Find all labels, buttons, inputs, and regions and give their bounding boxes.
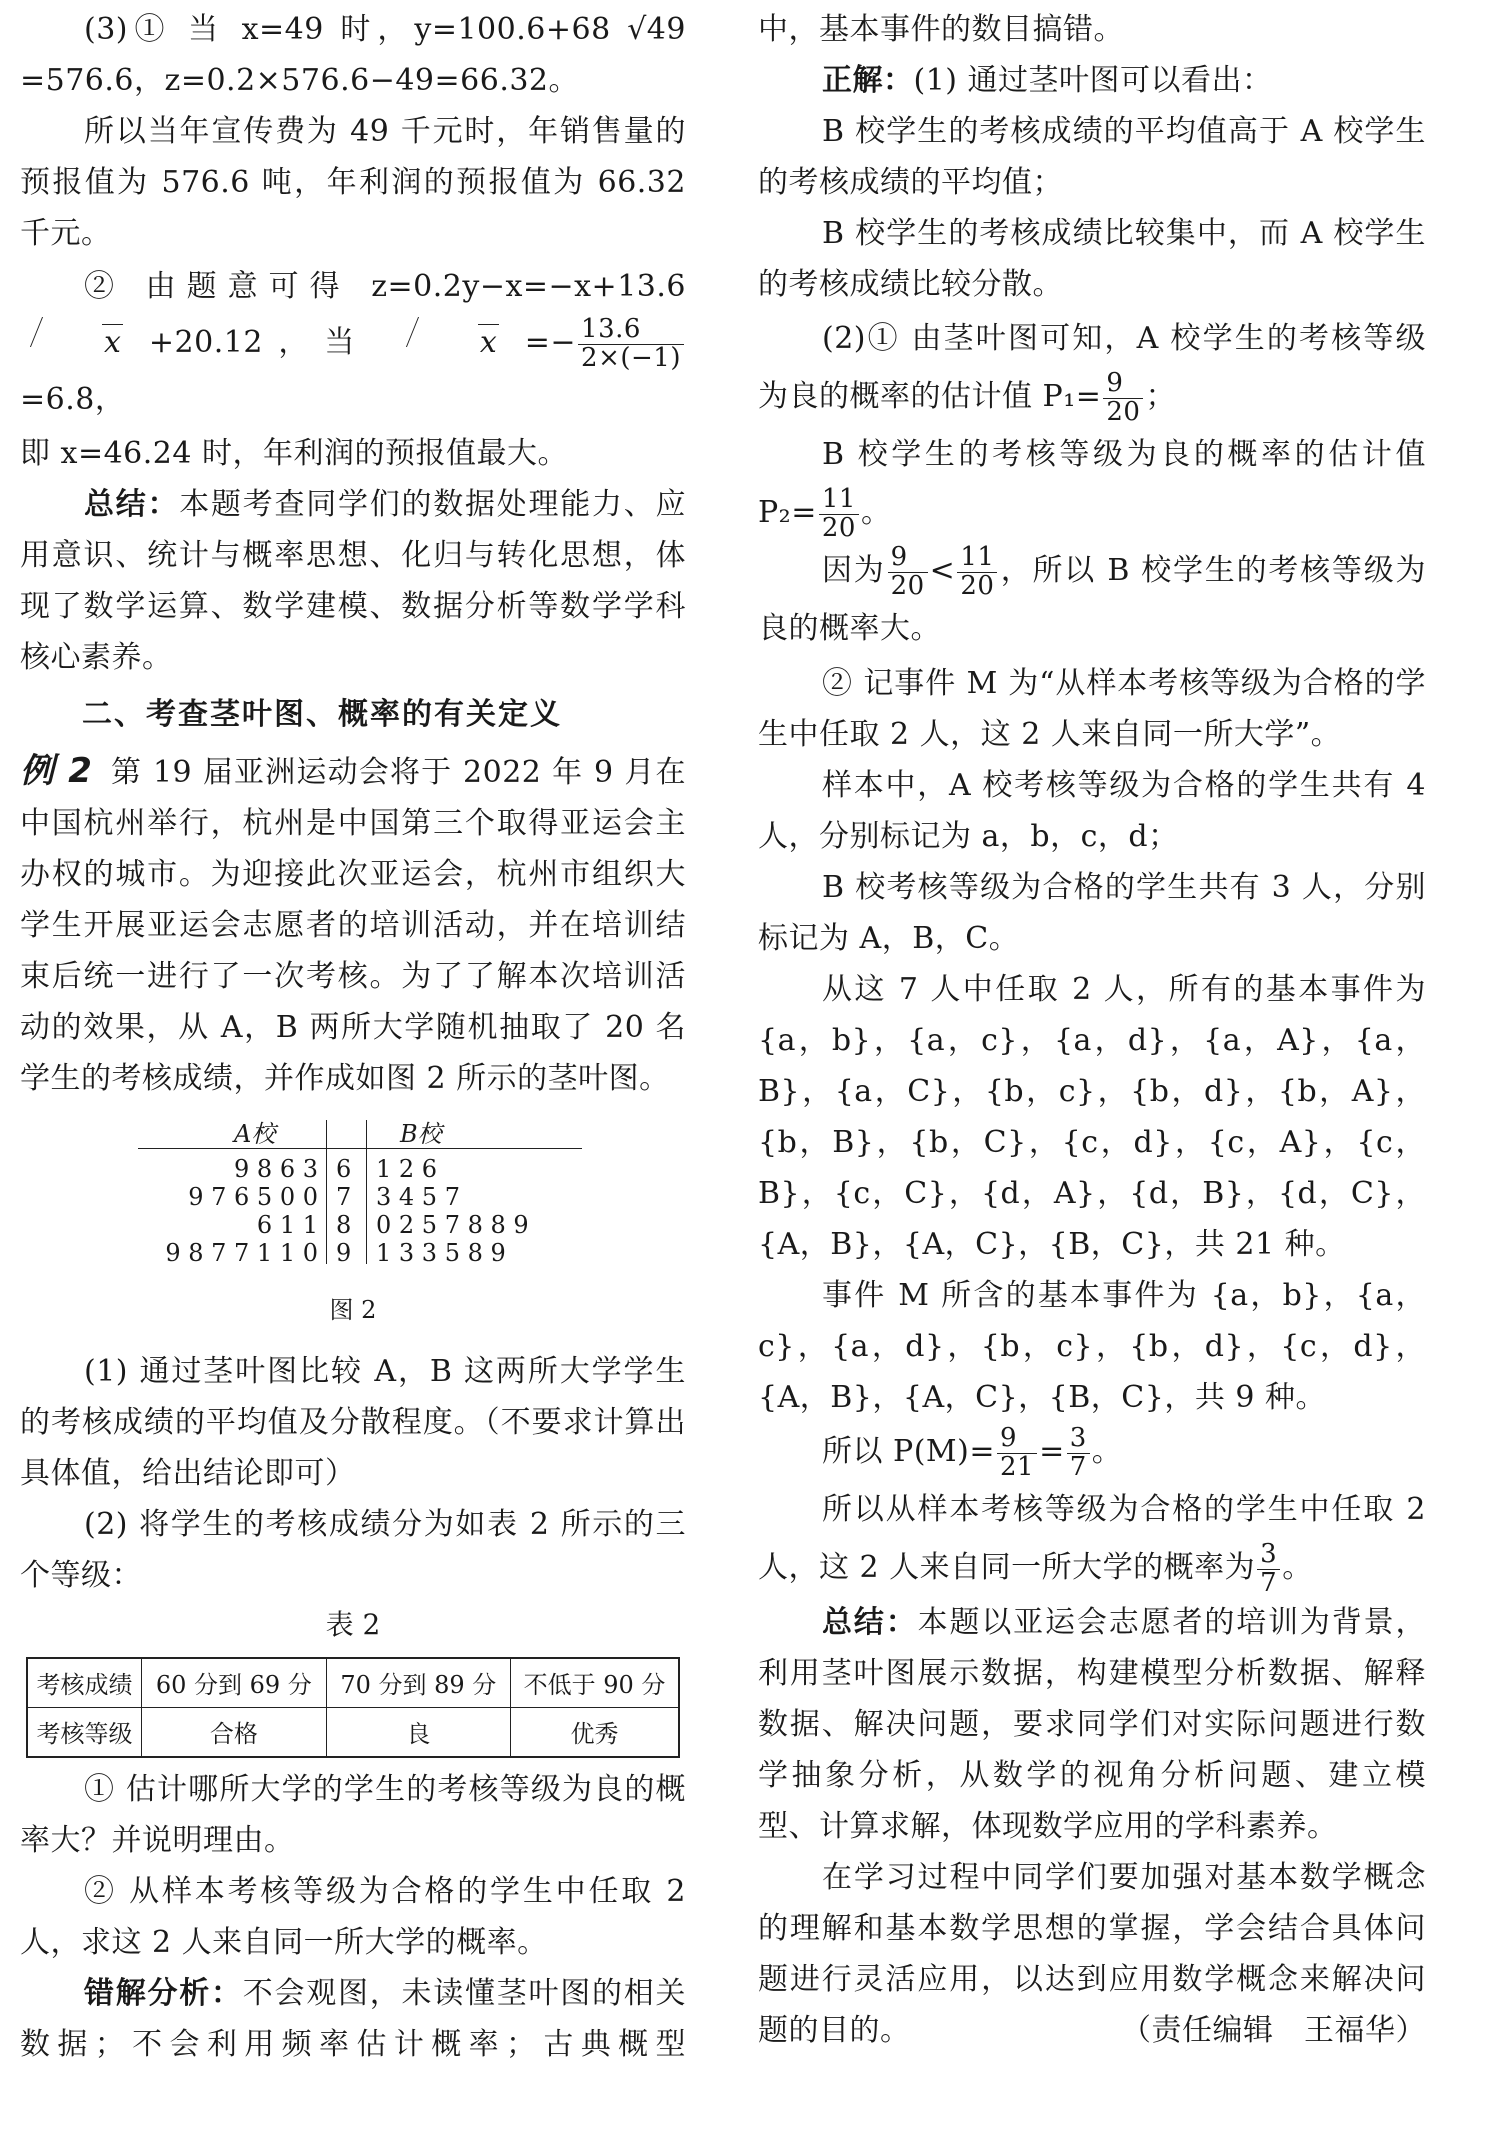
event-m-outcomes: 事件 M 所含的基本事件为 {a，b}，{a，c}，{a，d}，{b，c}，{b，d}，{c，d}，{A，B}，{A，C}，{B，C}，共 9 种。 bbox=[758, 1278, 1426, 1415]
summary-label: 总结： bbox=[84, 486, 180, 522]
table-cell: 70 分到 89 分 bbox=[326, 1658, 510, 1708]
stem: 9 bbox=[336, 1238, 352, 1267]
stem: 8 bbox=[336, 1210, 352, 1239]
question-2a: ① 估计哪所大学的学生的考核等级为良的概率大？并说明理由。 bbox=[20, 1771, 686, 1858]
school-a-sample: 样本中，A 校考核等级为合格的学生共有 4 人，分别标记为 a，b，c，d； bbox=[758, 768, 1426, 854]
continuation-line: 中，基本事件的数目搞错。 bbox=[758, 12, 1124, 47]
b-leaf: 1 3 3 5 8 9 bbox=[376, 1238, 506, 1267]
all-events: 从这 7 人中任取 2 人，所有的基本事件为 {a，b}，{a，c}，{a，d}，{a，A}，{a，B}，{a，C}，{b，c}，{b，d}，{b，A}，{b，B}，{b，C}，{c，d}，{c，A}，{c，B}，{c，C}，{d，A}，{d，B}，{d，C}，{A，B}，{A，C}，{B，C}，共 21 种。 bbox=[758, 972, 1426, 1262]
table-row bbox=[27, 1707, 679, 1757]
table-caption: 表 2 bbox=[325, 1607, 381, 1641]
fraction: $\frac{9}{20}$ bbox=[1103, 370, 1143, 426]
stem: 7 bbox=[336, 1182, 352, 1211]
section-title: 二、考查茎叶图、概率的有关定义 bbox=[82, 696, 562, 732]
summary-paragraph: 总结：本题以亚运会志愿者的培训为背景，利用茎叶图展示数据，构建模型分析数据、解释数据、解决问题，要求同学们对实际问题进行数学抽象分析，从数学的视角分析问题、建立模型、计算求解，体现数学应用的学科素养。 bbox=[758, 1605, 1427, 1844]
sqrt-symbol: x bbox=[20, 315, 123, 371]
closing-paragraph: 在学习过程中同学们要加强对基本数学概念的理解和基本数学思想的掌握，学会结合具体问题进行灵活应用，以达到应用数学概念来解决问题的目的。 bbox=[758, 1860, 1426, 2048]
right-column bbox=[758, 0, 1426, 2146]
table-cell: 不低于 90 分 bbox=[511, 1658, 679, 1708]
table-cell: 优秀 bbox=[511, 1707, 679, 1757]
conclusion-paragraph: 所以当年宣传费为 49 千元时，年销售量的预报值为 576.6 吨，年利润的预报值为 66.32 千元。 bbox=[20, 114, 686, 251]
error-label: 错解分析： bbox=[84, 1975, 243, 2011]
header-b: B校 bbox=[400, 1119, 442, 1148]
probability-conclusion: 所以从样本考核等级为合格的学生中任取 2 人，这 2 人来自同一所大学的概率为 $\frac{3}{7}$ 。 bbox=[758, 1492, 1426, 1598]
b-leaf: 0 2 5 7 8 8 9 bbox=[376, 1210, 529, 1239]
a-leaf: 9 8 6 3 bbox=[234, 1154, 318, 1183]
solution-mean: B 校学生的考核成绩的平均值高于 A 校学生的考核成绩的平均值； bbox=[758, 114, 1426, 200]
stem: 6 bbox=[336, 1154, 352, 1183]
fraction: $\frac{3}{7}$ bbox=[1067, 1425, 1090, 1481]
probability-result: 所以 P(M)= $\frac{9}{21}$ = $\frac{3}{7}$ 。 bbox=[822, 1423, 1123, 1482]
stem-leaf-plot bbox=[20, 1114, 686, 1274]
b-leaf: 3 4 5 7 bbox=[376, 1182, 460, 1211]
table-cell: 60 分到 69 分 bbox=[142, 1658, 326, 1708]
calc-paragraph: (3)① 当 x=49 时，y=100.6+68 √49 =576.6，z=0.2×576.6−49=66.32。 bbox=[20, 12, 686, 98]
solution-label: 正解： bbox=[822, 63, 914, 98]
fraction: $\frac{9}{20}$ bbox=[888, 544, 928, 600]
fraction: $\frac{9}{21}$ bbox=[997, 1425, 1037, 1481]
example-paragraph: 例 2 第 19 届亚洲运动会将于 2022 年 9 月在中国杭州举行，杭州是中国第三个取得亚运会主办权的城市。为迎接此次亚运会，杭州市组织大学生开展亚运会志愿者的培训活动，并在培训结束后统一进行了一次考核。为了了解本次培训活动的效果，从 A，B 两所大学随机抽取了 20 名学生的考核成绩，并作成如图 2 所示的茎叶图。 bbox=[20, 750, 687, 1096]
grade-table bbox=[26, 1657, 680, 1758]
solution-p1: (2)① 由茎叶图可知，A 校学生的考核等级为良的概率的估计值 P₁= $\frac{9}{20}$ ； bbox=[758, 321, 1426, 427]
solution-compare: 因为 $\frac{9}{20}$ < $\frac{11}{20}$ ，所以 B 校学生的考核等级为良的概率大。 bbox=[758, 542, 1427, 646]
table-row bbox=[27, 1658, 679, 1708]
table-cell: 良 bbox=[326, 1707, 510, 1757]
a-leaf: 9 8 7 7 1 1 0 bbox=[165, 1238, 318, 1267]
question-1: (1) 通过茎叶图比较 A，B 这两所大学学生的考核成绩的平均值及分散程度。（不要求计算出具体值，给出结论即可） bbox=[20, 1353, 686, 1491]
fraction: $\frac{11}{20}$ bbox=[957, 544, 997, 600]
figure-caption: 图 2 bbox=[329, 1295, 377, 1324]
table-cell: 合格 bbox=[142, 1707, 326, 1757]
example-label: 例 2 bbox=[20, 750, 93, 791]
school-b-sample: B 校考核等级为合格的学生共有 3 人，分别标记为 A，B，C。 bbox=[758, 870, 1426, 956]
event-definition: ② 记事件 M 为“从样本考核等级为合格的学生中任取 2 人，这 2 人来自同一所大学”。 bbox=[758, 666, 1426, 752]
header-a: A校 bbox=[234, 1119, 276, 1148]
summary-paragraph: 总结：本题考查同学们的数据处理能力、应用意识、统计与概率思想、化归与转化思想，体现了数学运算、数学建模、数据分析等数学学科核心素养。 bbox=[20, 486, 686, 675]
error-analysis: 错解分析：不会观图，未读懂茎叶图的相关数据；不会利用频率估计概率；古典概型 bbox=[20, 1975, 686, 2062]
sqrt-symbol: x bbox=[396, 315, 499, 371]
solution-p2: B 校学生的考核等级为良的概率的估计值 P₂= $\frac{11}{20}$ 。 bbox=[758, 437, 1426, 543]
question-2: (2) 将学生的考核成绩分为如表 2 所示的三个等级： bbox=[20, 1506, 686, 1593]
question-2b: ② 从样本考核等级为合格的学生中任取 2 人，求这 2 人来自同一所大学的概率。 bbox=[20, 1873, 686, 1960]
a-leaf: 9 7 6 5 0 0 bbox=[188, 1182, 318, 1211]
fraction: $\frac{13.6}{2\times(-1)}$ bbox=[578, 316, 684, 372]
left-column bbox=[20, 0, 686, 2146]
table-cell: 考核等级 bbox=[27, 1707, 142, 1757]
a-leaf: 6 1 1 bbox=[256, 1210, 318, 1239]
derivation-paragraph: ② 由题意可得 z=0.2y−x=−x+13.6 x +20.12，当 x =− $\frac{13.6}{2\times(-1)}$ =6.8， bbox=[20, 269, 686, 417]
fraction: $\frac{11}{20}$ bbox=[819, 486, 859, 542]
fraction: $\frac{3}{7}$ bbox=[1257, 1541, 1280, 1597]
summary-label: 总结： bbox=[822, 1605, 918, 1640]
b-leaf: 1 2 6 bbox=[376, 1154, 438, 1183]
editor-credit: （责任编辑 王福华） bbox=[1121, 2013, 1426, 2048]
max-paragraph: 即 x=46.24 时，年利润的预报值最大。 bbox=[20, 435, 569, 471]
solution-spread: B 校学生的考核成绩比较集中，而 A 校学生的考核成绩比较分散。 bbox=[758, 216, 1426, 302]
solution-line: 正解：(1) 通过茎叶图可以看出： bbox=[822, 63, 1273, 98]
table-cell: 考核成绩 bbox=[27, 1658, 142, 1708]
